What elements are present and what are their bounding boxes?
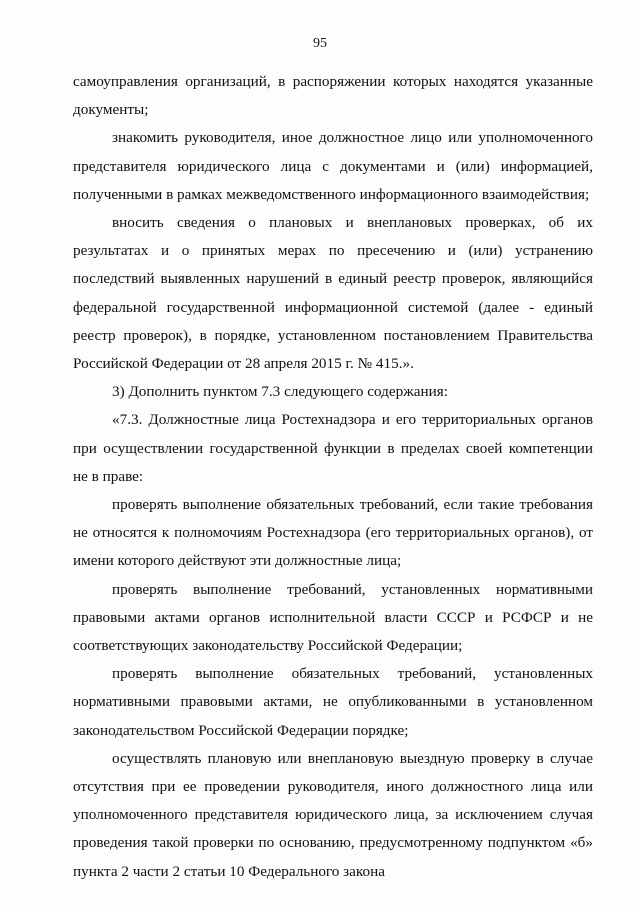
paragraph-acquaint: знакомить руководителя, иное должностное лицо или уполномоченного представителя юридического лица с документами и (или) информацией, полученными в рамках межведомственного информационного взаимодействия; [73,129,593,203]
paragraph-continuation: самоуправления организаций, в распоряжении которых находятся указанные документы; [73,73,593,119]
paragraph-clause-7-3: «7.3. Должностные лица Ростехнадзора и его территориальных органов при осуществлении государственной функции в пределах своей компетенции не в праве: [73,411,593,485]
document-body [73,68,593,886]
paragraph-check-ussr-acts: проверять выполнение требований, установленных нормативными правовыми актами органов исполнительной власти СССР и РСФСР и не соответствующих законодательству Российской Федерации; [73,580,593,655]
paragraph-register: вносить сведения о плановых и внеплановых проверках, об их результатах и о принятых мерах по пресечению и (или) устранению последствий выявленных нарушений в единый реестр проверок, являющийся федеральной государственной информационной системой (далее - единый реестр проверок), в порядке, установленном постановлением Правительства Российской Федерации от 28 апреля 2015 г. № 415.». [73,214,593,373]
paragraph-check-competence: проверять выполнение обязательных требований, если такие требования не относятся к полномочиям Ростехнадзора (его территориальных органов), от имени которого действуют эти должностные лица; [73,496,593,570]
page-number: 95 [313,36,327,51]
paragraph-onsite-inspection: осуществлять плановую или внеплановую выездную проверку в случае отсутствия при ее проведении руководителя, иного должностного лица или уполномоченного представителя юридического лица, за исключением случая проведения такой проверки по основанию, предусмотренному подпунктом «б» пункта 2 части 2 статьи 10 Федерального закона [73,749,593,880]
paragraph-amendment: 3) Дополнить пунктом 7.3 следующего содержания: [112,383,448,401]
paragraph-check-unpublished-acts: проверять выполнение обязательных требований, установленных нормативными правовыми актами, не опубликованными в установленном законодательством Российской Федерации порядке; [73,665,593,739]
